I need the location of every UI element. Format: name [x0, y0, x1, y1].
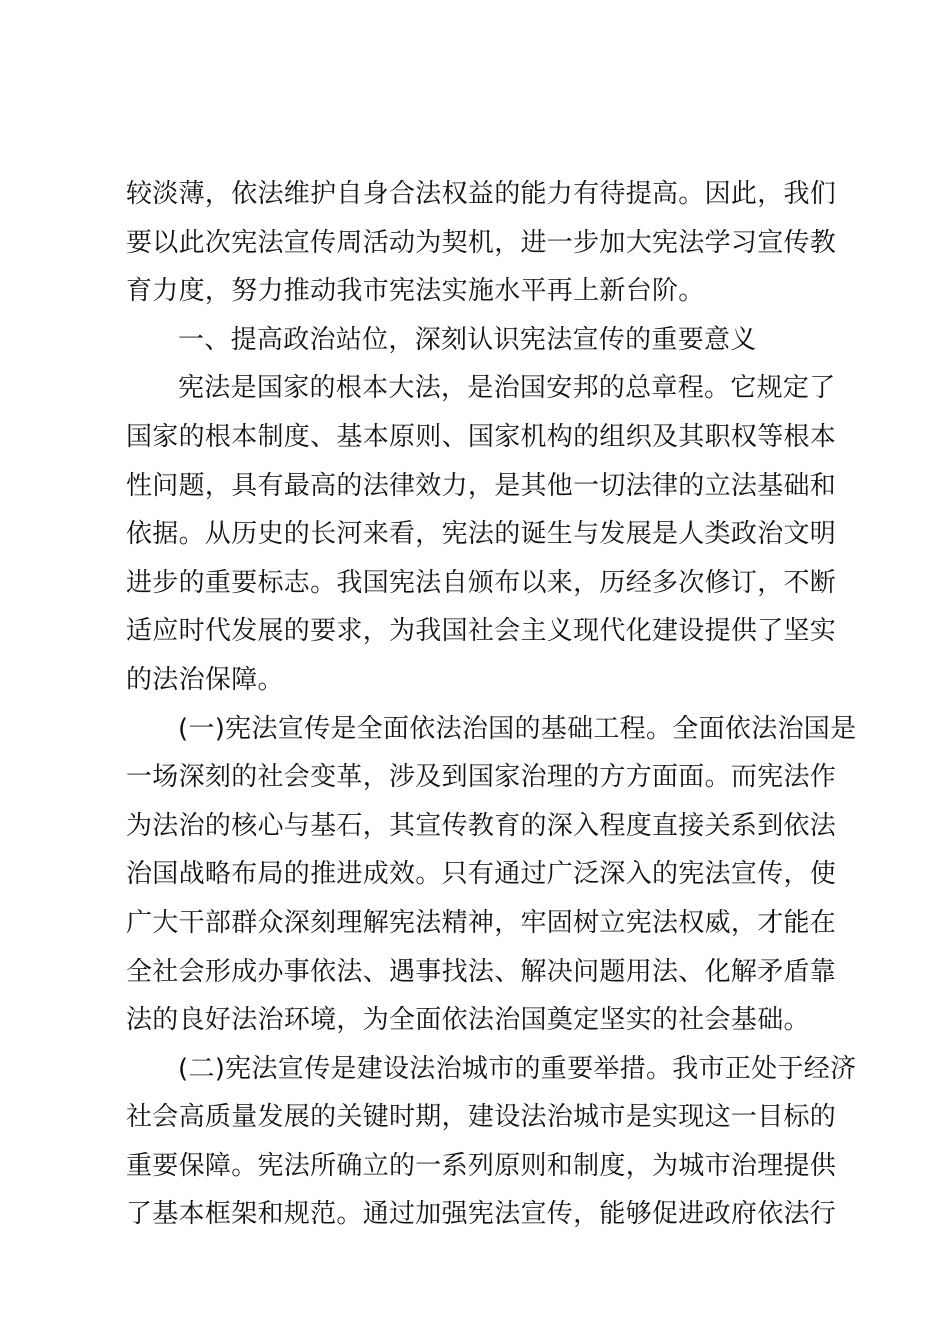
text-line: 广大干部群众深刻理解宪法精神，牢固树立宪法权威，才能在: [126, 907, 837, 938]
text-line: 进步的重要标志。我国宪法自颁布以来，历经多次修订，不断: [126, 567, 837, 598]
text-line: 全社会形成办事依法、遇事找法、解决问题用法、化解矛盾靠: [126, 956, 837, 987]
text-line: 较淡薄，依法维护自身合法权益的能力有待提高。因此，我们: [126, 179, 837, 209]
text-line: 的法治保障。: [126, 664, 284, 695]
text-line: 依据。从历史的长河来看，宪法的诞生与发展是人类政治文明: [126, 519, 837, 550]
section-heading: 一、提高政治站位，深刻认识宪法宣传的重要意义: [178, 324, 757, 355]
text-line: 重要保障。宪法所确立的一系列原则和制度，为城市治理提供: [126, 1150, 837, 1181]
document-body: [126, 170, 857, 1239]
text-line: (一)宪法宣传是全面依法治国的基础工程。全面依法治国是: [178, 713, 857, 744]
text-line: 宪法是国家的根本大法，是治国安邦的总章程。它规定了: [178, 373, 836, 404]
text-line: 治国战略布局的推进成效。只有通过广泛深入的宪法宣传，使: [126, 859, 837, 890]
text-line: 要以此次宪法宣传周活动为契机，进一步加大宪法学习宣传教: [126, 227, 837, 258]
text-line: 为法治的核心与基石，其宣传教育的深入程度直接关系到依法: [126, 810, 837, 841]
text-line: 性问题，具有最高的法律效力，是其他一切法律的立法基础和: [126, 470, 837, 501]
text-line: (二)宪法宣传是建设法治城市的重要举措。我市正处于经济: [178, 1053, 857, 1084]
text-line: 育力度，努力推动我市宪法实施水平再上新台阶。: [126, 276, 705, 307]
text-line: 了基本框架和规范。通过加强宪法宣传，能够促进政府依法行: [126, 1199, 837, 1230]
text-line: 国家的根本制度、基本原则、国家机构的组织及其职权等根本: [126, 421, 837, 452]
text-line: 一场深刻的社会变革，涉及到国家治理的方方面面。而宪法作: [126, 762, 837, 793]
text-line: 社会高质量发展的关键时期，建设法治城市是实现这一目标的: [126, 1102, 837, 1133]
text-line: 适应时代发展的要求，为我国社会主义现代化建设提供了坚实: [126, 616, 837, 647]
text-line: 法的良好法治环境，为全面依法治国奠定坚实的社会基础。: [126, 1005, 810, 1036]
